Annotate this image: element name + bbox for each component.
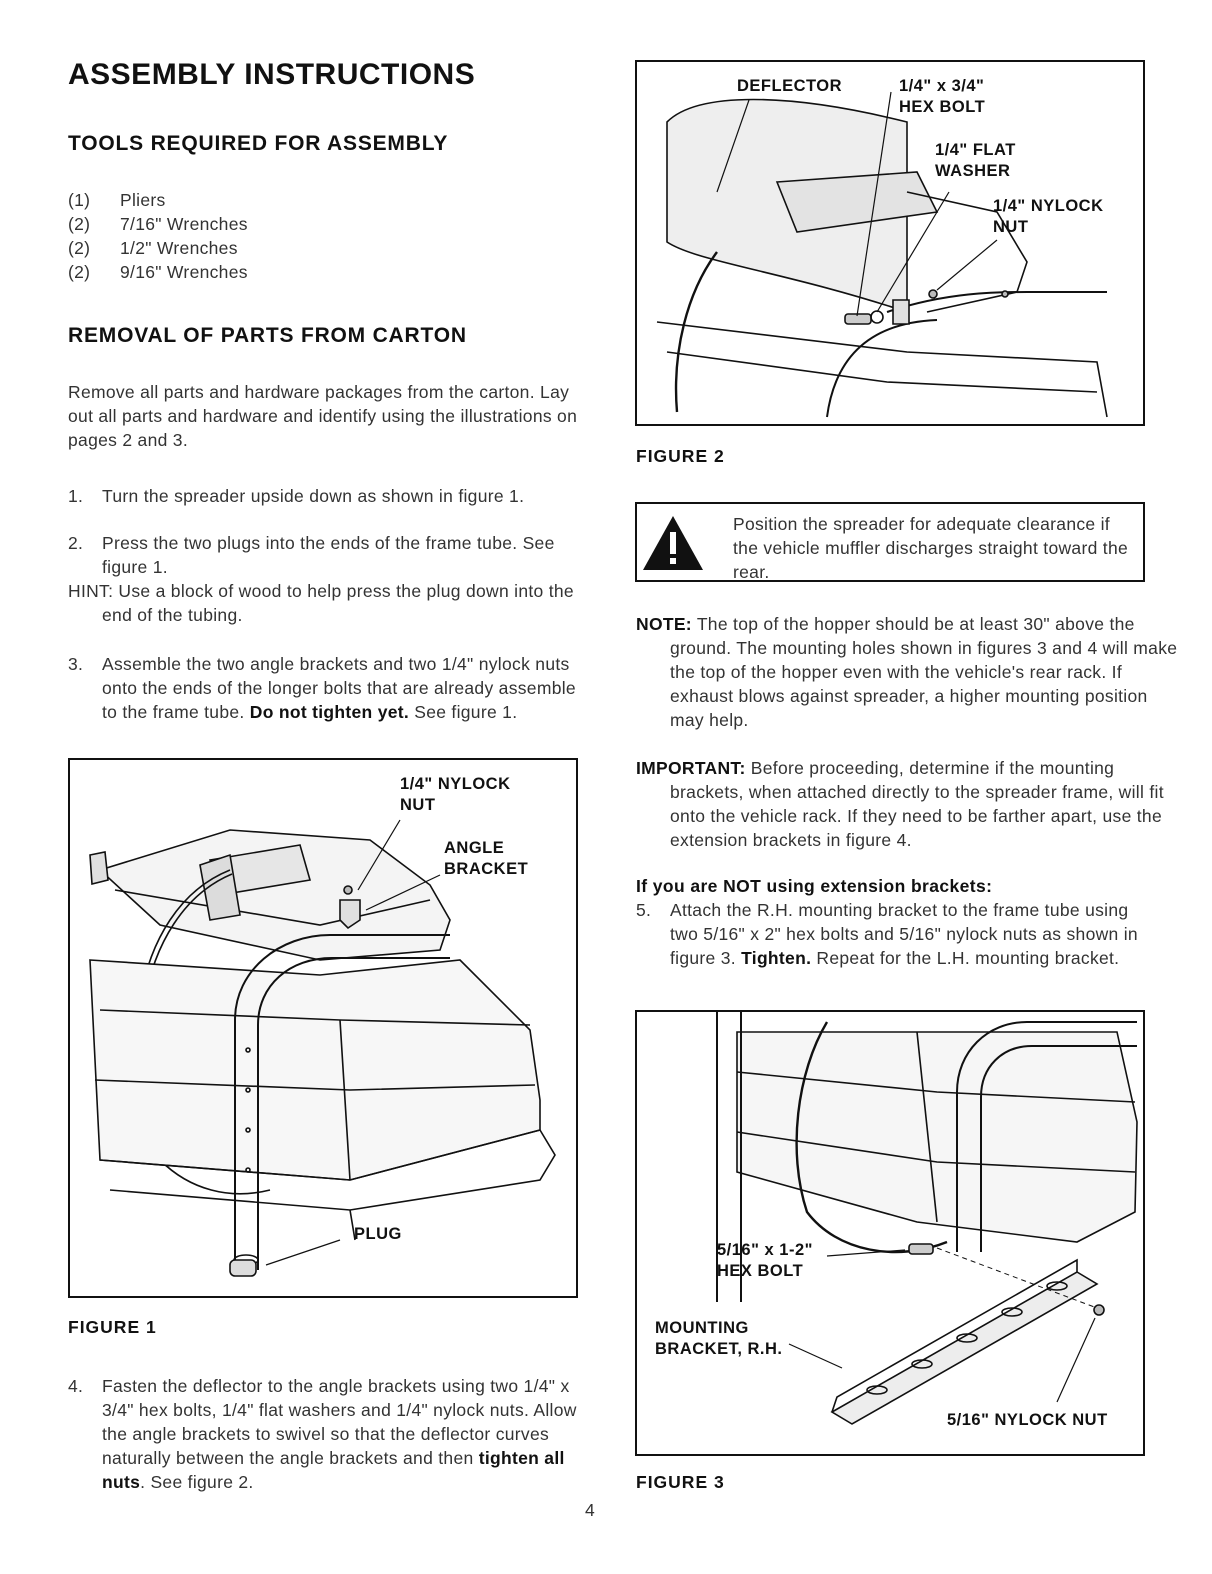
- step-4: 4. Fasten the deflector to the angle brackets using two 1/4" x 3/4" hex bolts, 1/4" flat washers and 1/4" nylock nuts. Allow the angle brackets to swivel so that the deflector curves naturally between the angle brackets and then tighten all nuts. See figure 2.: [68, 1376, 577, 1492]
- warning-box: [635, 502, 1145, 582]
- page-title: ASSEMBLY INSTRUCTIONS: [68, 58, 476, 91]
- note-paragraph: NOTE: The top of the hopper should be at least 30" above the ground. The mounting holes shown in figures 3 and 4 will make the top of the hopper even with the vehicle's rear rack. If exhaust blows against spreader, a higher mounting position may help.: [636, 614, 1178, 730]
- hint-text: HINT: Use a block of wood to help press the plug down into the end of the tubing.: [68, 581, 574, 625]
- warning-icon: [637, 504, 717, 580]
- tool-item: (2) 7/16" Wrenches: [68, 214, 248, 234]
- fig1-label-plug: PLUG: [354, 1225, 402, 1243]
- not-using-heading: If you are NOT using extension brackets:: [636, 876, 993, 896]
- tool-item: (1) Pliers: [68, 190, 166, 210]
- removal-paragraph: Remove all parts and hardware packages from the carton. Lay out all parts and hardware and identify using the illustrations on pages 2 and 3.: [68, 382, 578, 450]
- important-paragraph: IMPORTANT: Before proceeding, determine if the mounting brackets, when attached directly to the spreader frame, will fit onto the vehicle rack. If they need to be farther apart, use the extension brackets in figure 4.: [636, 758, 1164, 850]
- step-2: 2. Press the two plugs into the ends of the frame tube. See figure 1. HINT: Use a block of wood to help press the plug down into the end of the tubing.: [68, 531, 582, 627]
- figure-1-caption: FIGURE 1: [68, 1317, 157, 1337]
- fig3-label-hexbolt: 5/16" x 1-2" HEX BOLT: [717, 1241, 813, 1280]
- figure-3-illustration: [637, 1012, 1143, 1454]
- fig2-label-deflector: DEFLECTOR: [737, 77, 843, 95]
- fig2-label-hexbolt: 1/4" x 3/4" HEX BOLT: [899, 77, 986, 116]
- figure-1: [68, 758, 578, 1298]
- fig1-label-angle: ANGLE BRACKET: [444, 839, 529, 878]
- figure-2-illustration: [637, 62, 1143, 424]
- fig3-label-bracket: MOUNTING BRACKET, R.H.: [655, 1319, 783, 1358]
- tools-heading: TOOLS REQUIRED FOR ASSEMBLY: [68, 132, 449, 155]
- figure-2-caption: FIGURE 2: [636, 446, 725, 466]
- tools-list: [68, 188, 248, 284]
- fig2-label-nylock: 1/4" NYLOCK NUT: [993, 197, 1104, 236]
- fig1-label-nylock: 1/4" NYLOCK NUT: [400, 775, 511, 814]
- step-5: 5. Attach the R.H. mounting bracket to the frame tube using two 5/16" x 2" hex bolts and 5/16" nylock nuts as shown in figure 3. Tighten. Repeat for the L.H. mounting bracket.: [636, 900, 1138, 968]
- fig2-label-washer: 1/4" FLAT WASHER: [935, 141, 1016, 180]
- figure-3: [635, 1010, 1145, 1456]
- tool-item: (2) 1/2" Wrenches: [68, 238, 238, 258]
- warning-text: Position the spreader for adequate clearance if the vehicle muffler discharges straight toward the rear.: [733, 514, 1129, 582]
- removal-heading: REMOVAL OF PARTS FROM CARTON: [68, 324, 467, 347]
- figure-2: [635, 60, 1145, 426]
- tool-item: (2) 9/16" Wrenches: [68, 262, 248, 282]
- page-number: 4: [585, 1500, 596, 1520]
- fig3-label-nut: 5/16" NYLOCK NUT: [947, 1411, 1108, 1429]
- step-3: 3. Assemble the two angle brackets and two 1/4" nylock nuts onto the ends of the longer bolts that are already assemble to the frame tube. Do not tighten yet. See figure 1.: [68, 654, 576, 722]
- figure-3-caption: FIGURE 3: [636, 1472, 725, 1492]
- step-1: 1. Turn the spreader upside down as shown in figure 1.: [68, 486, 525, 506]
